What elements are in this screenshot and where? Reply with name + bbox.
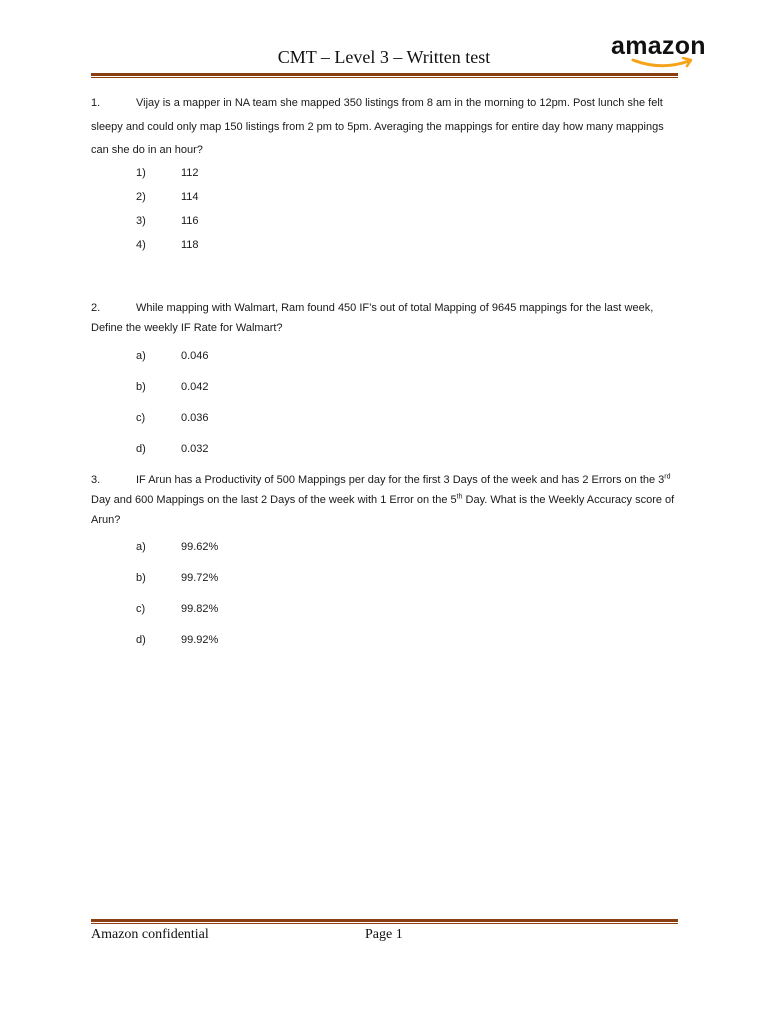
- option-label: d): [136, 634, 146, 646]
- option-label: a): [136, 541, 146, 553]
- footer-rule: [91, 919, 678, 922]
- header-rule-thin: [91, 77, 678, 78]
- option-value: 114: [181, 191, 199, 203]
- footer-rule-thin: [91, 923, 678, 924]
- option-label: d): [136, 443, 146, 455]
- option-value: 116: [181, 215, 199, 227]
- page-number: Page 1: [365, 927, 403, 942]
- option-value: 99.92%: [181, 634, 219, 646]
- amazon-logo: [611, 32, 719, 72]
- footer-confidential: Amazon confidential: [91, 927, 209, 942]
- option-label: c): [136, 412, 146, 424]
- page-title: CMT – Level 3 – Written test: [277, 47, 491, 67]
- question-text: Vijay is a mapper in NA team she mapped 350 listings from 8 am in the morning to 12pm. Post lunch she felt sleepy and could only map 150 listings from 2 pm to 5pm. Averaging the mappings for entire day how many mappings can she do in an hour?: [91, 97, 664, 156]
- smile-arrow-icon: [631, 57, 695, 71]
- question-number: 1.: [91, 97, 101, 109]
- option-value: 99.82%: [181, 603, 219, 615]
- logo-wordmark: amazon: [611, 32, 706, 60]
- option-label: a): [136, 350, 146, 362]
- question-2: [91, 298, 681, 338]
- option-value: 0.046: [181, 350, 209, 362]
- header-rule: [91, 73, 678, 76]
- question-number: 2.: [91, 302, 101, 314]
- option-label: c): [136, 603, 146, 615]
- option-label: 1): [136, 167, 146, 179]
- option-value: 118: [181, 239, 199, 251]
- option-value: 112: [181, 167, 199, 179]
- question-1: [91, 92, 681, 163]
- question-3: [91, 470, 681, 530]
- option-value: 0.042: [181, 381, 209, 393]
- option-value: 0.036: [181, 412, 209, 424]
- option-label: 2): [136, 191, 146, 203]
- question-text: IF Arun has a Productivity of 500 Mappings per day for the first 3 Days of the week and has 2 Errors on the 3rd Day and 600 Mappings on the last 2 Days of the week with 1 Error on the 5th Day. What is the Weekly Accuracy score of Arun?: [91, 473, 675, 526]
- question-text: While mapping with Walmart, Ram found 450 IF’s out of total Mapping of 9645 mappings for the last week, Define the weekly IF Rate for Walmart?: [91, 302, 654, 334]
- option-label: b): [136, 381, 146, 393]
- option-label: 3): [136, 215, 146, 227]
- question-number: 3.: [91, 474, 101, 486]
- option-value: 99.62%: [181, 541, 219, 553]
- option-label: b): [136, 572, 146, 584]
- option-label: 4): [136, 239, 146, 251]
- option-value: 0.032: [181, 443, 209, 455]
- option-value: 99.72%: [181, 572, 219, 584]
